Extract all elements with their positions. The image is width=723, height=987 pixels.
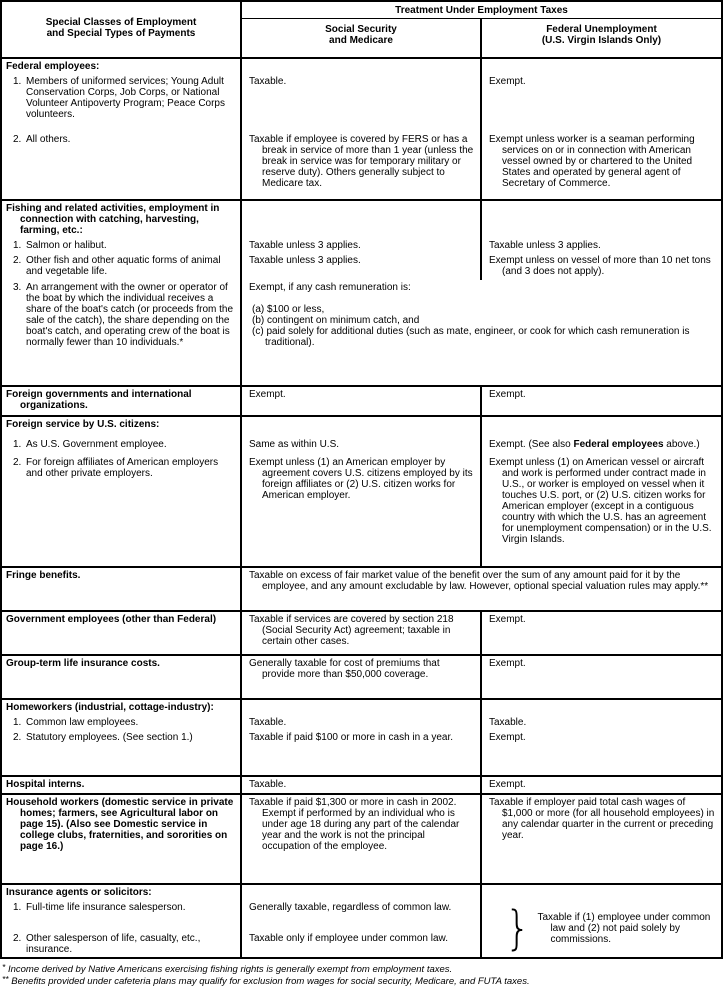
futa-treatment-cell	[481, 58, 722, 74]
futa-treatment-cell: Exempt.	[489, 732, 526, 743]
merged-treatment-cell: Exempt, if any cash remuneration is: (a) $100 or less, (b) contingent on minimum catch, and (c) paid solely for additional duties (such as mate, engineer, or cook for which cash remuneration is traditional).	[241, 280, 722, 386]
class-cell	[1, 455, 241, 567]
futa-treatment-cell: Exempt.	[481, 655, 722, 699]
class-cell	[1, 931, 241, 958]
class-cell	[1, 74, 241, 132]
section-homeworkers-title-row	[1, 699, 722, 715]
ss-treatment-cell: Taxable if paid $100 or more in cash in a year.	[241, 730, 481, 776]
class-cell	[1, 611, 241, 655]
class-cell	[1, 200, 241, 238]
list-item: 1. Salmon or halibut.	[13, 240, 107, 251]
ss-treatment-cell	[241, 58, 481, 74]
table-header-row-1	[1, 1, 722, 18]
futa-treatment-cell: Exempt unless on vessel of more than 10 net tons (and 3 does not apply).	[489, 255, 711, 277]
futa-treatment-cell	[481, 884, 722, 900]
list-item: (c) paid solely for additional duties (such as mate, engineer, or cook for which cash remuneration is traditional).	[252, 326, 690, 348]
table-row	[1, 432, 722, 455]
class-cell	[1, 132, 241, 200]
futa-treatment-cell: Taxable if employer paid total cash wages of $1,000 or more (for all household employees) in any calendar quarter in the current or preceding year.	[481, 794, 722, 884]
list-item: (a) $100 or less,	[252, 304, 325, 315]
ss-treatment-cell: Taxable.	[241, 74, 481, 132]
futa-treatment-cell	[481, 200, 722, 238]
footnote-2: ** Benefits provided under cafeteria plans may qualify for exclusion from wages for social security, Medicare, and FUTA taxes.	[2, 974, 530, 987]
ss-treatment-cell: Taxable.	[241, 715, 481, 730]
footnote-1: * Income derived by Native Americans exercising fishing rights is generally exempt from employment taxes.	[2, 962, 453, 975]
futa-treatment-cell	[481, 416, 722, 432]
class-cell	[1, 884, 241, 900]
section-title: Group-term life insurance costs.	[6, 658, 160, 669]
section-title: Household workers (domestic service in private homes; farmers, see Agricultural labor on page 15). (Also see Domestic service in college clubs, fraternities, and sororities on page 16.)	[6, 797, 234, 852]
table-row	[1, 730, 722, 776]
class-cell	[1, 655, 241, 699]
header-special-classes	[1, 1, 241, 58]
list-item: 2. Other fish and other aquatic forms of animal and vegetable life.	[13, 255, 221, 277]
class-cell	[1, 386, 241, 416]
class-cell	[1, 416, 241, 432]
footnote-text: Income derived by Native Americans exercising fishing rights is generally exempt from employment taxes.	[7, 964, 453, 975]
ss-treatment-cell	[241, 699, 481, 715]
class-cell	[1, 280, 241, 386]
footnote-text: Benefits provided under cafeteria plans may qualify for exclusion from wages for social security, Medicare, and FUTA taxes.	[11, 976, 530, 987]
list-item: 1. Members of uniformed services; Young Adult Conservation Corps, Job Corps, or National Volunteer Antipoverty Program; Peace Corps volunteers.	[13, 76, 225, 120]
class-cell	[1, 567, 241, 611]
ss-treatment-cell: Generally taxable for cost of premiums that provide more than $50,000 coverage.	[241, 655, 481, 699]
class-cell	[1, 715, 241, 730]
list-item: 2. For foreign affiliates of American employers and other private employers.	[13, 457, 219, 479]
futa-treatment-cell: Exempt.	[481, 611, 722, 655]
table-row	[1, 280, 722, 386]
table-row	[1, 455, 722, 567]
class-cell	[1, 699, 241, 715]
merged-treatment-cell: Taxable on excess of fair market value of the benefit over the sum of any amount paid for it by the employee, and any amount excludable by law. However, optional special valuation rules may apply.**	[241, 567, 722, 611]
section-title: Foreign service by U.S. citizens:	[6, 419, 160, 430]
header-federal-unemployment: Federal Unemployment (U.S. Virgin Islands Only)	[481, 18, 722, 58]
exemption-conditions-list	[249, 304, 716, 348]
futa-treatment-cell: Exempt unless worker is a seaman performing services on or in connection with American vessel owned by or chartered to the United States and operated by general agent of Secretary of Commerce.	[489, 134, 695, 189]
futa-treatment-cell: Exempt.	[481, 776, 722, 794]
header-special-classes-line1: Special Classes of Employment	[45, 17, 197, 28]
list-item: 1. Common law employees.	[13, 717, 139, 728]
class-cell	[1, 900, 241, 931]
ss-treatment-cell: Taxable only if employee under common law.	[241, 931, 481, 958]
section-group-term-life-row	[1, 655, 722, 699]
header-social-security-medicare: Social Security and Medicare	[241, 18, 481, 58]
class-cell	[1, 253, 241, 280]
class-cell	[1, 432, 241, 455]
section-foreign-governments-row	[1, 386, 722, 416]
ss-treatment-cell: Taxable unless 3 applies.	[241, 238, 481, 253]
list-item: 1. Full-time life insurance salesperson.	[13, 902, 186, 913]
futa-treatment-cell: Exempt.	[489, 76, 526, 87]
ss-treatment-cell	[241, 416, 481, 432]
list-item: (b) contingent on minimum catch, and	[252, 315, 420, 326]
class-cell	[1, 58, 241, 74]
table-row	[1, 238, 722, 253]
section-fishing-title-row	[1, 200, 722, 238]
section-title: Foreign governments and international organizations.	[6, 389, 192, 411]
section-government-employees-row	[1, 611, 722, 655]
ss-treatment-cell: Exempt unless (1) an American employer by agreement covers U.S. citizens employed by its foreign affiliates or (2) U.S. citizen works for American employer.	[241, 455, 481, 567]
table-row	[1, 900, 722, 931]
list-item: 3. An arrangement with the owner or operator of the boat by which the individual receives a share of the boat's catch (or proceeds from the sale of the catch), the share depending on the boat's catch, and operating crew of the boat is normally fewer than 10 individuals.*	[13, 282, 234, 348]
header-special-classes-line2: and Special Types of Payments	[46, 28, 196, 39]
section-insurance-agents-title-row	[1, 884, 722, 900]
list-item: 1. As U.S. Government employee.	[13, 439, 167, 450]
section-title: Fishing and related activities, employment in connection with catching, harvesting, farming, etc.:	[6, 203, 220, 236]
section-hospital-interns-row	[1, 776, 722, 794]
section-title: Insurance agents or solicitors:	[6, 887, 152, 898]
section-title: Federal employees:	[6, 61, 100, 72]
class-cell	[1, 730, 241, 776]
ss-treatment-cell: Exempt.	[241, 386, 481, 416]
ss-treatment-cell: Same as within U.S.	[241, 432, 481, 455]
section-federal-employees-title-row	[1, 58, 722, 74]
list-item: 2. Statutory employees. (See section 1.)	[13, 732, 193, 743]
ss-treatment-cell	[241, 884, 481, 900]
list-item: 2. All others.	[13, 134, 71, 145]
section-title: Hospital interns.	[6, 779, 85, 790]
section-title: Homeworkers (industrial, cottage-industry):	[6, 702, 214, 713]
table-row	[1, 132, 722, 200]
table-row	[1, 74, 722, 132]
list-item: 2. Other salesperson of life, casualty, etc., insurance.	[13, 933, 201, 955]
class-cell	[1, 238, 241, 253]
ss-treatment-cell: Taxable.	[241, 776, 481, 794]
grouping-brace: }	[505, 902, 531, 955]
futa-treatment-cell: Taxable unless 3 applies.	[489, 240, 601, 251]
table-row	[1, 253, 722, 280]
futa-treatment-cell: Exempt unless (1) on American vessel or aircraft and work is performed under contract made in U.S., or worker is employed on vessel when it touches U.S. port, or (2) U.S. citizen works for American employer (except in a contiguous country with which the U.S. has an agreement for unemployment compensation) or in the U.S. Virgin Islands.	[489, 457, 712, 545]
futa-treatment-cell: Exempt.	[481, 386, 722, 416]
section-household-workers-row	[1, 794, 722, 884]
section-foreign-service-title-row	[1, 416, 722, 432]
section-title: Fringe benefits.	[6, 570, 81, 581]
section-fringe-benefits-row	[1, 567, 722, 611]
ss-treatment-cell: Taxable if paid $1,300 or more in cash in 2002. Exempt if performed by an individual who is under age 18 during any part of the calendar year and the work is not the principal occupation of the employee.	[241, 794, 481, 884]
ss-treatment-cell: Taxable unless 3 applies.	[241, 253, 481, 280]
ss-treatment-cell: Generally taxable, regardless of common law.	[241, 900, 481, 931]
futa-treatment-cell	[481, 699, 722, 715]
ss-treatment-cell: Taxable if services are covered by section 218 (Social Security Act) agreement; taxable in certain other cases.	[241, 611, 481, 655]
futa-treatment-cell-shared: } Taxable if (1) employee under common law and (2) not paid solely by commissions.	[505, 902, 711, 955]
ss-treatment-cell	[241, 200, 481, 238]
footnotes	[0, 959, 721, 986]
header-treatment-under-employment-taxes: Treatment Under Employment Taxes	[241, 1, 722, 18]
class-cell	[1, 776, 241, 794]
table-row	[1, 715, 722, 730]
ss-treatment-cell: Taxable if employee is covered by FERS or has a break in service of more than 1 year (unless the break in service was for temporary military or reserve duty). Others generally subject to Medicare tax.	[241, 132, 481, 200]
class-cell	[1, 794, 241, 884]
futa-treatment-cell: Exempt. (See also Federal employees above.)	[489, 439, 700, 450]
section-title: Government employees (other than Federal)	[6, 614, 217, 625]
futa-treatment-cell: Taxable.	[489, 717, 527, 728]
